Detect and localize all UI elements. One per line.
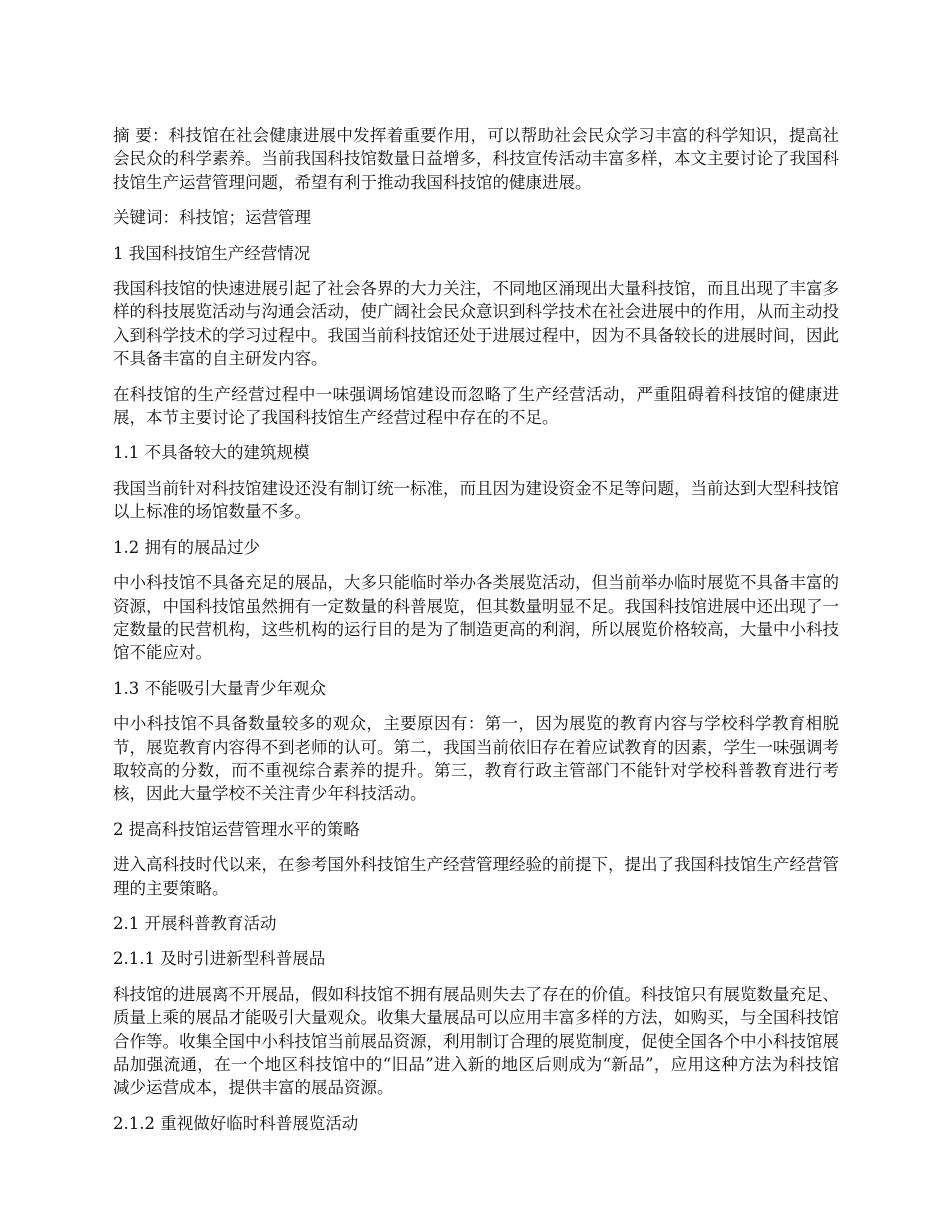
abstract-paragraph: 摘 要：科技馆在社会健康进展中发挥着重要作用，可以帮助社会民众学习丰富的科学知识，提高社会民众的科学素养。当前我国科技馆数量日益增多，科技宣传活动丰富多样，本文主要讨论了我国科技馆生产运营管理问题，希望有利于推动我国科技馆的健康进展。 [113, 126, 839, 192]
section-heading-1: 1 我国科技馆生产经营情况 [113, 243, 311, 263]
section-heading-2-1-2: 2.1.2 重视做好临时科普展览活动 [113, 1113, 359, 1133]
body-paragraph: 中小科技馆不具备数量较多的观众，主要原因有：第一，因为展览的教育内容与学校科学教育相脱节，展览教育内容得不到老师的认可。第二，我国当前依旧存在着应试教育的因素，学生一味强调考取较高的分数，而不重视综合素养的提升。第三，教育行政主管部门不能针对学校科普教育进行考核，因此大量学校不关注青少年科技活动。 [113, 714, 839, 804]
section-heading-1-2: 1.2 拥有的展品过少 [113, 537, 260, 557]
section-heading-2-1: 2.1 开展科普教育活动 [113, 913, 277, 933]
body-paragraph: 科技馆的进展离不开展品，假如科技馆不拥有展品则失去了存在的价值。科技馆只有展览数量充足、质量上乘的展品才能吸引大量观众。收集大量展品可以应用丰富多样的方法，如购买，与全国科技馆合作等。收集全国中小科技馆当前展品资源，利用制订合理的展览制度，促使全国各个中小科技馆展品加强流通，在一个地区科技馆中的“旧品”进入新的地区后则成为“新品”，应用这种方法为科技馆减少运营成本，提供丰富的展品资源。 [113, 984, 839, 1098]
section-heading-1-3: 1.3 不能吸引大量青少年观众 [113, 678, 326, 698]
section-heading-2: 2 提高科技馆运营管理水平的策略 [113, 819, 360, 839]
section-heading-2-1-1: 2.1.1 及时引进新型科普展品 [113, 949, 326, 969]
document-page [113, 124, 839, 1147]
body-paragraph: 中小科技馆不具备充足的展品，大多只能临时举办各类展览活动，但当前举办临时展览不具备丰富的资源，中国科技馆虽然拥有一定数量的科普展览，但其数量明显不足。我国科技馆进展中还出现了一定数量的民营机构，这些机构的运行目的是为了制造更高的利润，所以展览价格较高，大量中小科技馆不能应对。 [113, 573, 839, 663]
section-heading-1-1: 1.1 不具备较大的建筑规模 [113, 443, 310, 463]
body-paragraph: 进入高科技时代以来，在参考国外科技馆生产经营管理经验的前提下，提出了我国科技馆生产经营管理的主要策略。 [113, 855, 839, 898]
body-paragraph: 在科技馆的生产经营过程中一味强调场馆建设而忽略了生产经营活动，严重阻碍着科技馆的健康进展，本节主要讨论了我国科技馆生产经营过程中存在的不足。 [113, 384, 839, 428]
keywords-paragraph: 关键词：科技馆；运营管理 [113, 208, 311, 228]
body-paragraph: 我国当前针对科技馆建设还没有制订统一标准，而且因为建设资金不足等问题，当前达到大型科技馆以上标准的场馆数量不多。 [113, 478, 839, 522]
body-paragraph: 我国科技馆的快速进展引起了社会各界的大力关注，不同地区涌现出大量科技馆，而且出现了丰富多样的科技展览活动与沟通会活动，使广阔社会民众意识到科学技术在社会进展中的作用，从而主动投入到科学技术的学习过程中。我国当前科技馆还处于进展过程中，因为不具备较长的进展时间，因此不具备丰富的自主研发内容。 [113, 279, 839, 369]
